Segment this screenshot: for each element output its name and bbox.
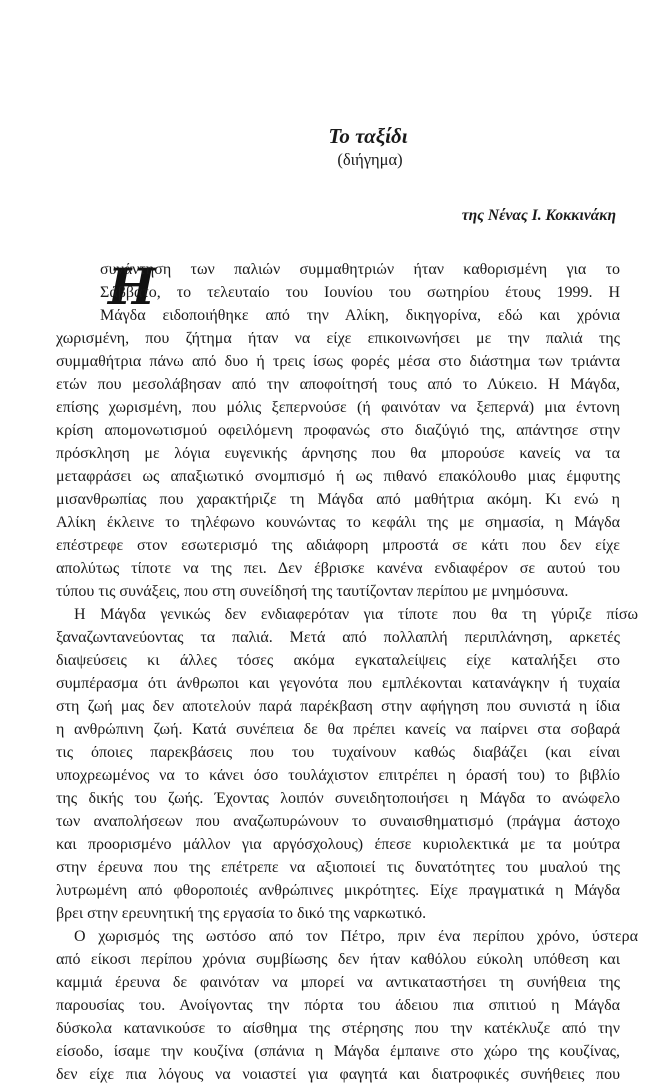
text-line: της δικής του ζωής. Έχοντας λοιπόν συνειδητοποιήσει η Μάγδα το ανώφελο [56,790,620,807]
text-line: δύσκολα κατανικούσε το αίσθημα της στέρησης που την κατέκλυζε από την [56,1020,620,1037]
text-line: συμμαθήτρια πάνω από δυο ή τρεις ίσως φορές μέσα στο διάστημα των τριάντα [56,353,620,370]
text-line: ετών που μεσολάβησαν από την αποφοίτησή τους από το Λύκειο. Η Μάγδα, [56,376,620,393]
story-subtitle: (διήγημα) [337,150,403,169]
text-line: χωρισμένη, που ζήτημα ήταν να είχε επικοινωνήσει με την παλιά της [56,330,620,347]
text-line: υποχρεωμένος να το κάνει όσο τουλάχιστον επιτρέπει η όρασή του) το βιβλίο [56,767,620,784]
text-line: Ο χωρισμός της ωστόσο από τον Πέτρο, πριν ένα περίπου χρόνο, ύστερα [74,928,638,945]
text-line: στη ζωή μας δεν αποτελούν παρά παρέκβαση στην αφήγηση που συνιστά η ίδια [56,698,620,715]
story-body [56,258,638,1086]
text-line: δεν είχε πια λόγους να νοιαστεί για φαγητά και διατροφικές συνήθειες που [56,1066,620,1083]
text-line: είσοδο, ίσαμε την κουζίνα (σπάνια η Μάγδα έμπαινε στο χώρο της κουζίνας, [56,1043,620,1060]
text-line: βρει στην ερευνητική της εργασία το δικό της ναρκωτικό. [56,905,427,922]
text-line: απολύτως τίποτε να της πει. Δεν έβρισκε κανένα ενδιαφέρον σε αυτού του [56,560,620,577]
text-line: τις όποιες παρεκβάσεις που του τυχαίνουν καθώς διαβάζει (και είναι [56,744,620,761]
text-line: στην έρευνα που της επέτρεπε να αξιοποιεί τις δυνατότητες του μυαλού της [56,859,620,876]
text-line: πρόσκληση με λόγια ευγενικής άρνησης που θα μπορούσε κανείς να τα [56,445,620,462]
text-line: και προορισμένο μάλλον για αργόσχολους) έπεσε κυριολεκτικά με τα μούτρα [56,836,620,853]
text-line: κρίση απομονωτισμού οφειλόμενη προφανώς στο διαζύγιό της, απάντησε στην [56,422,620,439]
text-line: η ανθρώπινη ζωή. Κατά συνέπεια δε θα πρέπει κανείς να παίρνει στα σοβαρά [56,721,620,738]
text-line: από είκοσι περίπου χρόνια συμβίωσης δεν ήταν καθόλου εύκολη υπόθεση και [56,951,620,968]
text-line: επέστρεφε στον εσωτερισμό της αδιάφορη μπροστά σε κάτι που δεν είχε [56,537,620,554]
text-line: επίσης χωρισμένη, που μόλις ξεπερνούσε (ή φαινόταν να ξεπερνά) μια έντονη [56,399,620,416]
text-line: διαψεύσεις κι άλλες τόσες ακόμα εγκαταλείψεις είχε καταλήξει στο [56,652,620,669]
text-line: μισανθρωπίας που χαρακτήριζε τη Μάγδα από μαθήτρια ακόμη. Κι ενώ η [56,491,620,508]
text-line: παρουσίας του. Ανοίγοντας την πόρτα του άδειου πια σπιτιού η Μάγδα [56,997,620,1014]
text-line: τύπου τις συνάξεις, που στη συνείδησή της ταυτίζονταν περίπου με μνημόσυνα. [56,583,569,600]
text-line: συνάντηση των παλιών συμμαθητριών ήταν καθορισμένη για το [100,261,620,278]
text-line: Η Μάγδα γενικώς δεν ενδιαφερόταν για τίποτε που θα τη γύριζε πίσω [74,606,638,623]
text-line: των αναπολήσεων που αναζωπυρώνουν το συναισθηματισμό (πράγμα άστοχο [56,813,620,830]
story-title: Το ταξίδι [328,124,408,148]
text-line: Μάγδα ειδοποιήθηκε από την Αλίκη, δικηγορίνα, εδώ και χρόνια [100,307,620,324]
text-line: ξαναζωντανεύοντας τα παλιά. Μετά από πολλαπλή περιπλάνηση, αρκετές [56,629,620,646]
text-line: λυτρωμένη από φθοροποιές ανθρώπινες μικρότητες. Είχε πραγματικά η Μάγδα [56,882,620,899]
author-byline: της Νένας Ι. Κοκκινάκη [461,207,616,224]
drop-cap: Η [108,257,156,316]
text-line: συμπέρασμα ότι άνθρωποι και γεγονότα που εμπλέκονται κατανάγκην ή τυχαία [56,675,620,692]
text-line: καμμιά έρευνα δε φαινόταν να μπορεί να αντικαταστήσει τη συνήθεια της [56,974,620,991]
text-line: Σάββατο, το τελευταίο του Ιουνίου του σωτηρίου έτους 1999. Η [100,284,620,301]
text-line: Αλίκη έκλεινε το τηλέφωνο κουνώντας το κεφάλι της με σημασία, η Μάγδα [56,514,620,531]
text-line: μεταφράσει ως απαξιωτικό σνομπισμό ή ως πιθανό επακόλουθο μιας έμφυτης [56,468,620,485]
